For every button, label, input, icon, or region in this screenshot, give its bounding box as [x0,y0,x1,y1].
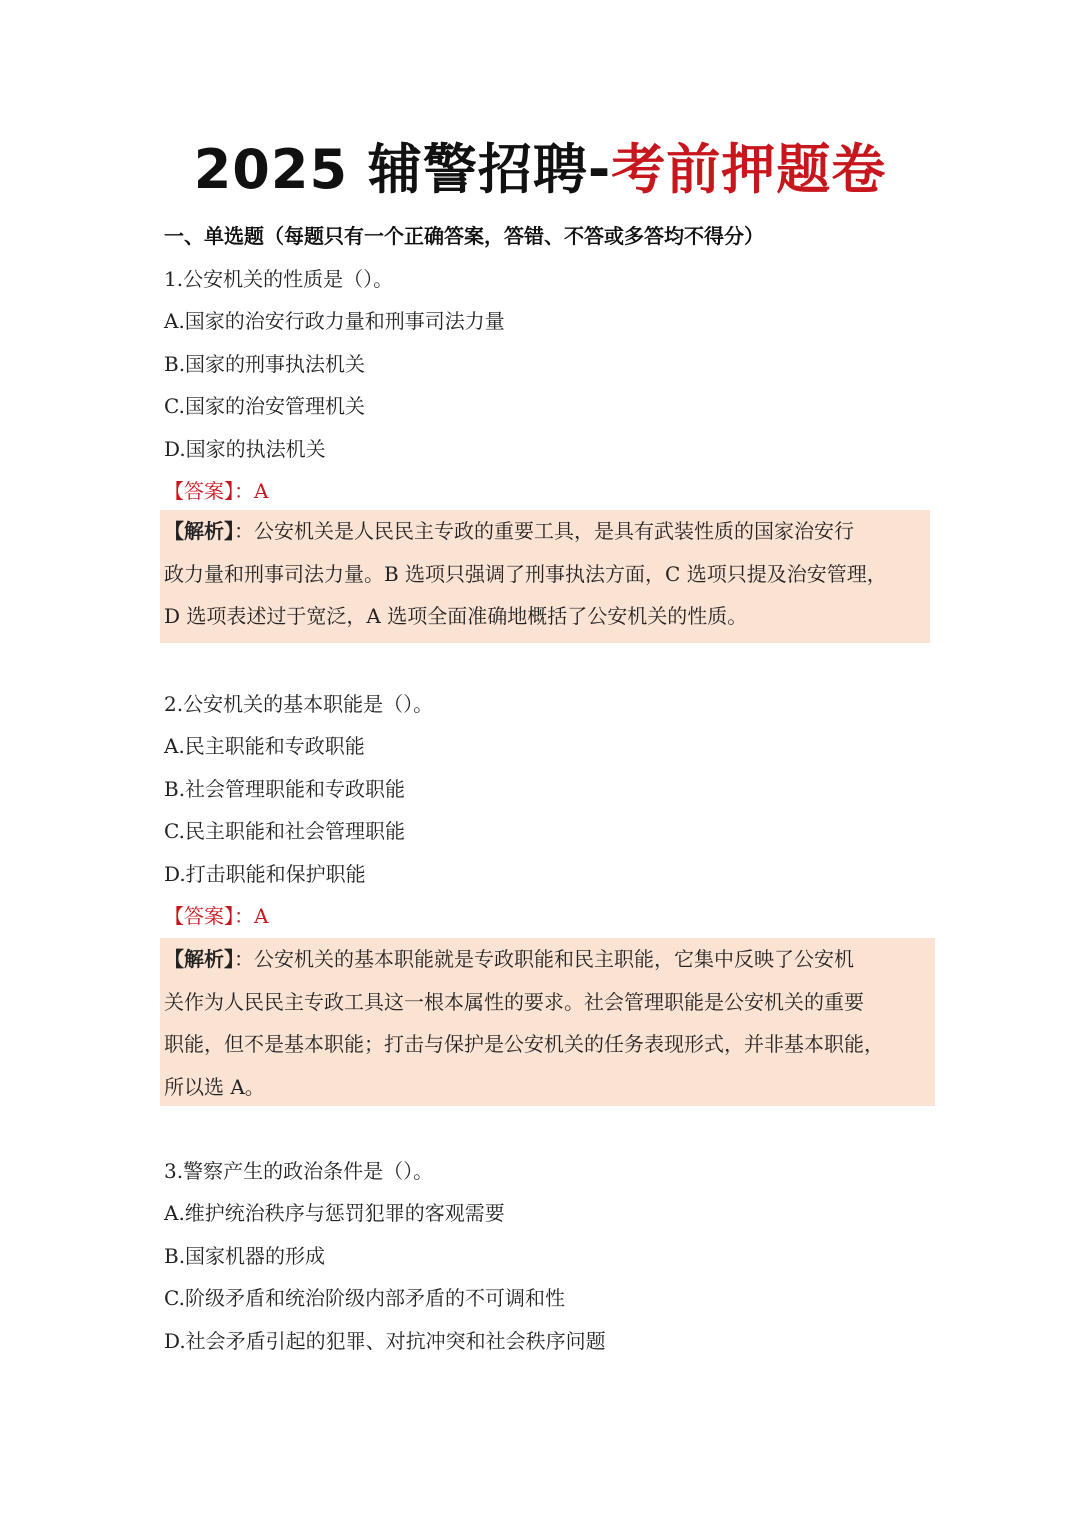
analysis-line: ：公安机关是人民民主专政的重要工具，是具有武装性质的国家治安行 [234,519,854,543]
question-3-option-c: C.阶级矛盾和统治阶级内部矛盾的不可调和性 [164,1286,565,1310]
question-2-stem: 2.公安机关的基本职能是（）。 [164,692,434,716]
analysis-line: 关作为人民民主专政工具这一根本属性的要求。社会管理职能是公安机关的重要 [164,989,864,1014]
title-accent: 考前押题卷 [611,138,887,201]
question-1-answer: 【答案】：A [164,479,269,503]
analysis-line: 所以选 A。 [164,1074,265,1099]
question-1-stem: 1.公安机关的性质是（）。 [164,267,394,291]
section-heading: 一、单选题（每题只有一个正确答案，答错、不答或多答均不得分） [164,224,764,248]
page-title [0,132,1080,208]
question-1-option-a: A.国家的治安行政力量和刑事司法力量 [164,309,505,333]
question-2-answer: 【答案】：A [164,904,269,928]
question-2-analysis [160,938,935,1106]
title-main: 2025 辅警招聘- [193,138,612,201]
question-2-option-c: C.民主职能和社会管理职能 [164,819,405,843]
question-3-option-b: B.国家机器的形成 [164,1244,326,1268]
question-2-option-b: B.社会管理职能和专政职能 [164,777,406,801]
analysis-line: 政力量和刑事司法力量。B 选项只强调了刑事执法方面，C 选项只提及治安管理， [164,561,887,586]
analysis-line: D 选项表述过于宽泛，A 选项全面准确地概括了公安机关的性质。 [164,604,748,628]
question-1-option-d: D.国家的执法机关 [164,437,326,461]
question-1-option-c: C.国家的治安管理机关 [164,394,365,418]
question-3-option-d: D.社会矛盾引起的犯罪、对抗冲突和社会秩序问题 [164,1329,606,1353]
analysis-label: 【解析】 [164,519,234,543]
question-3-option-a: A.维护统治秩序与惩罚犯罪的客观需要 [164,1201,505,1225]
question-3-stem: 3.警察产生的政治条件是（）。 [164,1159,434,1183]
analysis-line: ：公安机关的基本职能就是专政职能和民主职能，它集中反映了公安机 [234,947,854,971]
analysis-label: 【解析】 [164,947,234,971]
question-2-option-a: A.民主职能和专政职能 [164,734,365,758]
analysis-line: 职能，但不是基本职能；打击与保护是公安机关的任务表现形式，并非基本职能， [164,1032,884,1056]
question-1-analysis [160,510,930,643]
question-2-option-d: D.打击职能和保护职能 [164,862,366,886]
question-1-option-b: B.国家的刑事执法机关 [164,352,366,376]
